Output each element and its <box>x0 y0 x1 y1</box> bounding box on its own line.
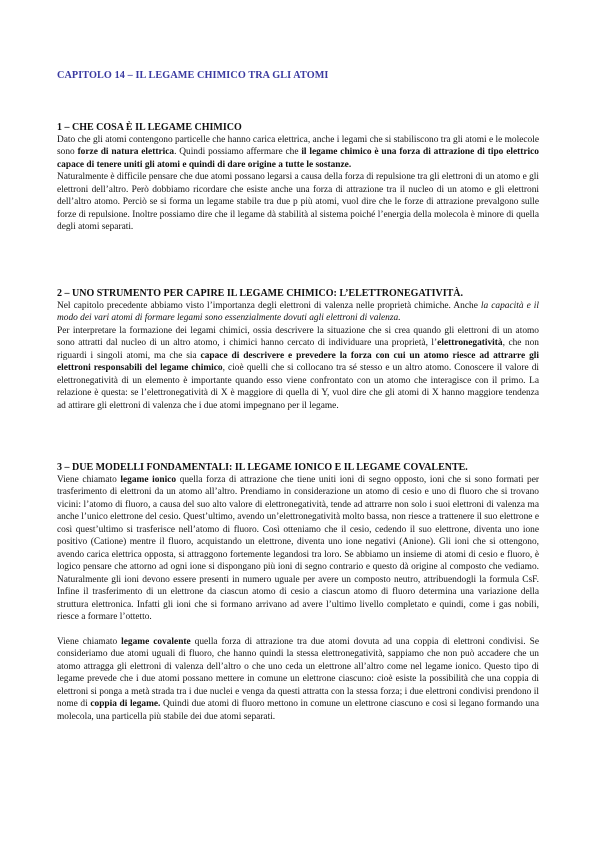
text-run: Dato che gli atomi contengono particelle che hanno carica elettrica, anche i legami che si stabiliscono tra gli atomi e le molecole sono <box>57 135 539 158</box>
text-run: quella forza di attrazione che tiene uniti ioni di segno opposto, ioni che si sono formati per trasferimento di elettroni da un atomo all’altro. Prendiamo in considerazione un atomo di cesio e uno di fluoro che si trovano vicini: l’atomo di fluoro, a causa del suo alto valore di elettronegatività, tende ad attrarre non solo i suoi elettroni di valenza ma anche l’unico elettrone del cesio. Quest’ultimo, avendo un’elettronegatività molto bassa, non riesce a trattenere il suo elettrone e così quest’ultimo si trasferisce nell’atomo di fluoro. Così otteniamo che il cesio, cedendo il suo elettrone, diventa uno ione positivo (Catione) mentre il fluoro, acquistando un elettrone, diventa uno ione negativi (Anione). Gli ioni che si ottengono, avendo carica elettrica opposta, si attraggono fortemente legandosi tra loro. Se abbiamo un insieme di atomi di cesio e fluoro, è logico pensare che attorno ad ogni ione si dispongano più ioni di segno contrario e questo dà origine al composto che vediamo. Naturalmente gli ioni devono essere presenti in numero uguale per avere un composto neutro, attribuendogli la formula CsF. Infine il trasferimento di un elettrone da ciascun atomo di cesio a ciascun atomo di fluoro determina una variazione della struttura elettronica. Infatti gli ioni che si formano arrivano ad avere l’ultimo livello completato e quindi, come i gas nobili, riesce a formare l’ottetto. <box>57 475 539 622</box>
section-1 <box>57 122 539 234</box>
section-3 <box>57 462 539 723</box>
text-run: , cioè quelli che si collocano tra sé stesso e un altro atomo. Conoscere il valore di elettronegatività di un elemento è importante quando esso viene confrontato con un atomo che interagisce con il primo. La relazione è questa: se l’elettronegatività di X è maggiore di quella di Y, vuol dire che gli atomi di X hanno maggiore tendenza ad attirare gli elettroni di valenza che i due atomi impegnano per il legame. <box>57 363 539 411</box>
section-1-heading: 1 – CHE COSA È IL LEGAME CHIMICO <box>57 122 242 133</box>
text-run: quella forza di attrazione tra due atomi dovuta ad una coppia di elettroni condivisi. Se consideriamo due atomi uguali di fluoro, che hanno quindi la stessa elettronegatività, sappiamo che non può accadere che un atomo attragga gli elettroni di valenza dell’altro o che uno ceda un elettrone all’altro come nel legame ionico. Questo tipo di legame prevede che i due atomi possano mettere in comune un elettrone ciascuno: cioè esiste la possibilità che una coppia di elettroni si ponga a metà strada tra i due nuclei e venga da questi attratta con la stessa forza; i due elettroni condivisi prendono il nome di <box>57 636 539 710</box>
bold-text: il legame chimico è una forza di attrazione di tipo elettrico capace di tenere uniti gli atomi e quindi di dare origine a tutte le sostanze. <box>57 147 539 170</box>
text-run: Viene chiamato <box>57 636 122 647</box>
section-3-heading: 3 – DUE MODELLI FONDAMENTALI: IL LEGAME IONICO E IL LEGAME COVALENTE. <box>57 462 468 473</box>
bold-text: coppia di legame. <box>90 699 161 710</box>
bold-text: legame ionico <box>120 475 177 485</box>
section-3-paragraph-1 <box>57 474 539 623</box>
section-2 <box>57 288 539 412</box>
italic-text: la capacità e il modo dei vari atomi di formare legami sono essenzialmente dovuti agli elettroni di valenza. <box>57 301 539 324</box>
section-2-paragraph-2 <box>57 325 539 412</box>
bold-text: elettronegatività <box>437 338 503 349</box>
text-run: Viene chiamato <box>57 475 121 485</box>
section-3-paragraph-2 <box>57 636 539 723</box>
text-run: Quindi due atomi di fluoro mettono in comune un elettrone ciascuno e così si legano formando una molecola, una particella più stabile dei due atomi separati. <box>57 699 539 722</box>
bold-text: legame covalente <box>121 636 191 647</box>
bold-text: capace di descrivere e prevedere la forza con cui un atomo riesce ad attrarre gli elettroni responsabili del legame chimico <box>57 350 539 374</box>
bold-text: forze di natura elettrica <box>77 147 175 158</box>
text-run: . Quindi possiamo affermare che <box>174 147 302 158</box>
section-2-heading: 2 – UNO STRUMENTO PER CAPIRE IL LEGAME CHIMICO: L’ELETTRONEGATIVITÀ. <box>57 288 463 299</box>
text-run: Per interpretare la formazione dei legami chimici, ossia descrivere la situazione che si crea quando gli elettroni di un atomo sono attratti dal nucleo di un altro atomo, i chimici hanno cercato di individuare una proprietà, l’ <box>57 325 539 349</box>
text-run: Nel capitolo precedente abbiamo visto l’importanza degli elettroni di valenza nelle proprietà chimiche. Anche <box>57 301 481 311</box>
section-1-paragraph-1 <box>57 134 539 171</box>
paragraph-spacer <box>57 623 539 635</box>
section-1-paragraph-2: Naturalmente è difficile pensare che due atomi possano legarsi a causa della forza di repulsione tra gli elettroni di un atomo e gli elettroni dell’altro. Però dobbiamo ricordare che esiste anche una forza di attrazione tra il nucleo di un atomo e gli elettroni dell’altro atomo. Perciò se si forma un legame stabile tra due p più atomi, vuol dire che le forze di attrazione prevalgono sulle forze di repulsione. Inoltre possiamo dire che il legame dà stabilità al sistema poiché l’energia della molecola è minore di quella degli atomi separati. <box>57 172 539 233</box>
chapter-title: CAPITOLO 14 – IL LEGAME CHIMICO TRA GLI ATOMI <box>57 70 329 81</box>
text-run: , che non riguardi i singoli atomi, ma che sia <box>57 338 539 361</box>
section-2-paragraph-1 <box>57 300 539 325</box>
